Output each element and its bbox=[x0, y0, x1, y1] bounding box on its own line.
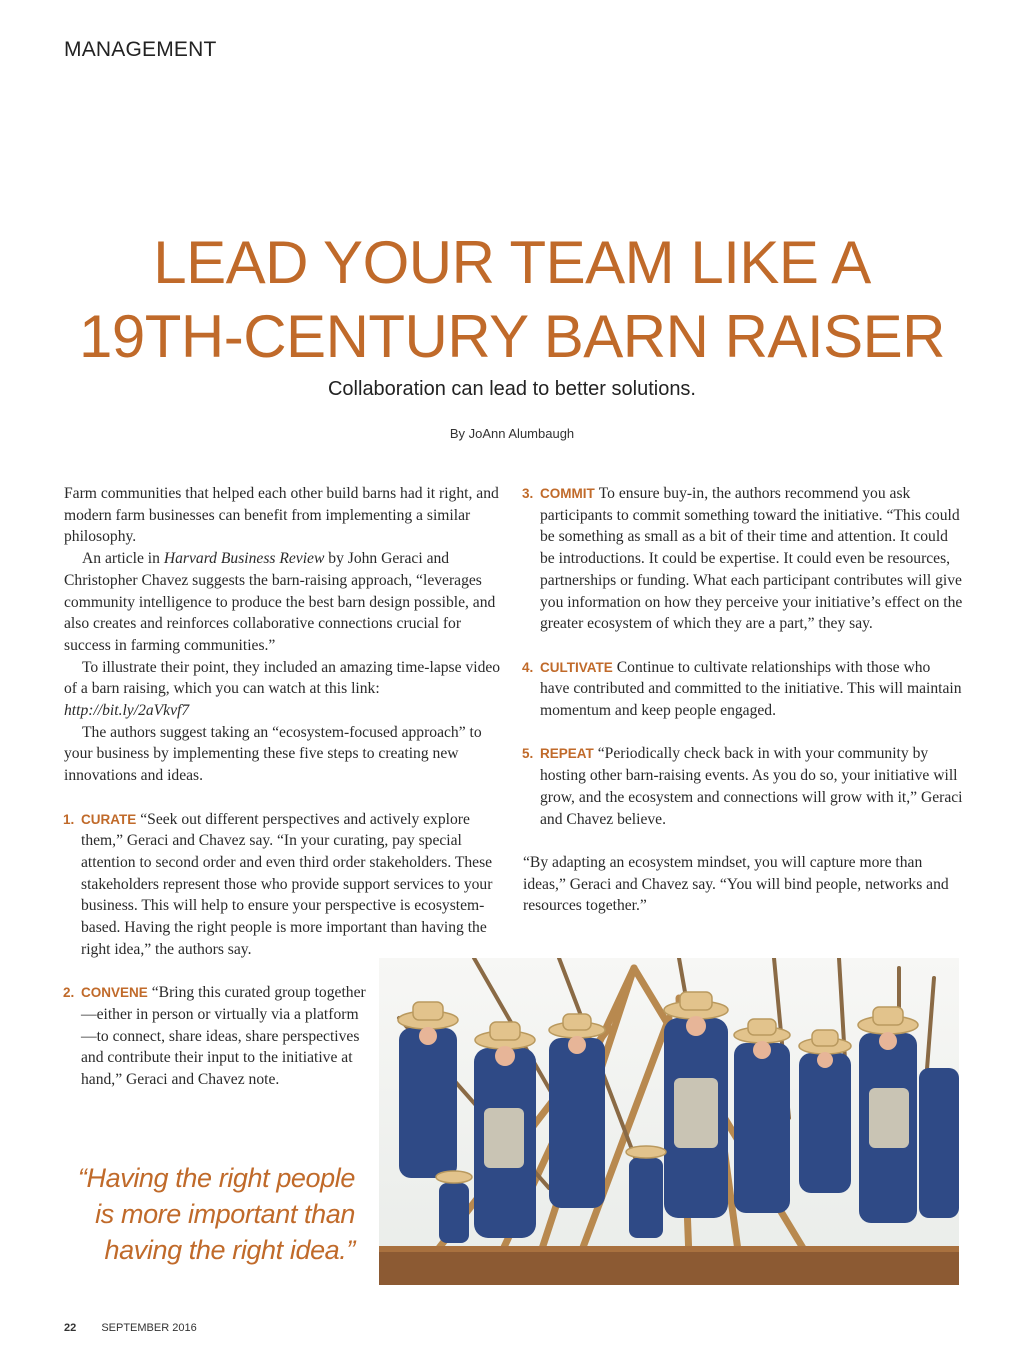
step-curate bbox=[64, 809, 504, 961]
intro-paragraph-1: Farm communities that helped each other build barns had it right, and modern farm businesses can benefit from implementing a similar philosophy. bbox=[64, 485, 499, 546]
section-label: MANAGEMENT bbox=[64, 38, 217, 61]
page-number: 22 bbox=[64, 1322, 77, 1334]
step-number: 1. bbox=[63, 811, 75, 827]
step-repeat bbox=[523, 743, 963, 830]
pull-quote bbox=[30, 1160, 355, 1268]
intro-p2-prefix: An article in bbox=[82, 550, 164, 568]
step-convene bbox=[64, 982, 371, 1091]
intro-paragraph-4: The authors suggest taking an “ecosystem-focused approach” to your business by implementing these five steps to creating new innovations and ideas. bbox=[64, 723, 482, 785]
step-number: 3. bbox=[522, 486, 534, 501]
issue-date: SEPTEMBER 2016 bbox=[101, 1322, 197, 1334]
byline: By JoAnn Alumbaugh bbox=[449, 426, 575, 441]
step-commit bbox=[523, 483, 963, 635]
closing-paragraph: “By adapting an ecosystem mindset, you will capture more than ideas,” Geraci and Chavez say. “You will bind people, networks and resources together.” bbox=[523, 853, 949, 915]
step-keyword: CURATE bbox=[81, 811, 137, 827]
video-link[interactable]: http://bit.ly/2aVkvf7 bbox=[64, 702, 190, 720]
title-line-2: 19TH-CENTURY BARN RAISER bbox=[79, 303, 945, 370]
step-number: 5. bbox=[522, 746, 534, 762]
step-keyword: COMMIT bbox=[540, 486, 595, 501]
barn-raising-photo bbox=[379, 958, 959, 1285]
step-text: “Seek out different perspectives and actively explore them,” Geraci and Chavez say. “In your curating, pay special attention to second order and even third order stakeholders. These stakeholders represent those who provide support services to your business. This will help to ensure your perspective is ecosystem-based. Having the right people is more important than having the right idea,” the authors say. bbox=[81, 810, 493, 958]
intro-paragraph-3 bbox=[64, 657, 504, 722]
right-column bbox=[523, 483, 963, 917]
pull-quote-line-1: “Having the right people bbox=[77, 1163, 355, 1193]
step-keyword: CULTIVATE bbox=[540, 659, 613, 675]
intro-paragraph-2 bbox=[64, 548, 504, 657]
intro-p2-rest: by John Geraci and Christopher Chavez suggests the barn-raising approach, “leverages community intelligence to produce the best barn design possible, and also creates and reinforces collaborative connections crucial for success in farming communities.” bbox=[64, 550, 496, 654]
step-text: “Periodically check back in with your community by hosting other barn-raising events. As you do so, your initiative will grow, and the ecosystem and connections will grow with it,” Geraci and Chavez believe. bbox=[540, 745, 963, 828]
step-keyword: CONVENE bbox=[81, 985, 148, 1001]
pull-quote-line-3: having the right idea.” bbox=[104, 1235, 355, 1265]
step-number: 4. bbox=[522, 659, 534, 675]
title-line-1: LEAD YOUR TEAM LIKE A bbox=[153, 229, 871, 296]
article-title bbox=[0, 226, 1024, 374]
step-number: 2. bbox=[63, 985, 75, 1001]
intro-p3-text: To illustrate their point, they included an amazing time-lapse video of a barn raising, which you can watch at this link: bbox=[64, 658, 501, 698]
step-text: “Bring this curated group together—either in person or virtually via a platform—to connect, share ideas, share perspectives and contribute their input to the initiative at hand,” Geraci and Chavez note. bbox=[81, 984, 366, 1088]
step-text: Continue to cultivate relationships with those who have contributed and committed to the initiative. This will maintain momentum and keep people engaged. bbox=[540, 658, 962, 720]
publication-name: Harvard Business Review bbox=[163, 550, 325, 568]
step-cultivate bbox=[523, 657, 963, 722]
step-keyword: REPEAT bbox=[540, 746, 594, 762]
step-text: To ensure buy-in, the authors recommend you ask participants to commit something toward the initiative. “This could be something as small as a bit of their time and attention. It could be introductions. It could be expertise. It could even be resources, partnerships or funding. What each participant contributes will give you information on how they perceive your initiative’s effect on the greater ecosystem of which they are a part,” they say. bbox=[540, 485, 963, 633]
pull-quote-line-2: is more important than bbox=[95, 1199, 355, 1229]
article-deck: Collaboration can lead to better solutions. bbox=[327, 378, 696, 400]
page-footer bbox=[64, 1322, 197, 1334]
barn-raising-illustration bbox=[379, 958, 959, 1285]
